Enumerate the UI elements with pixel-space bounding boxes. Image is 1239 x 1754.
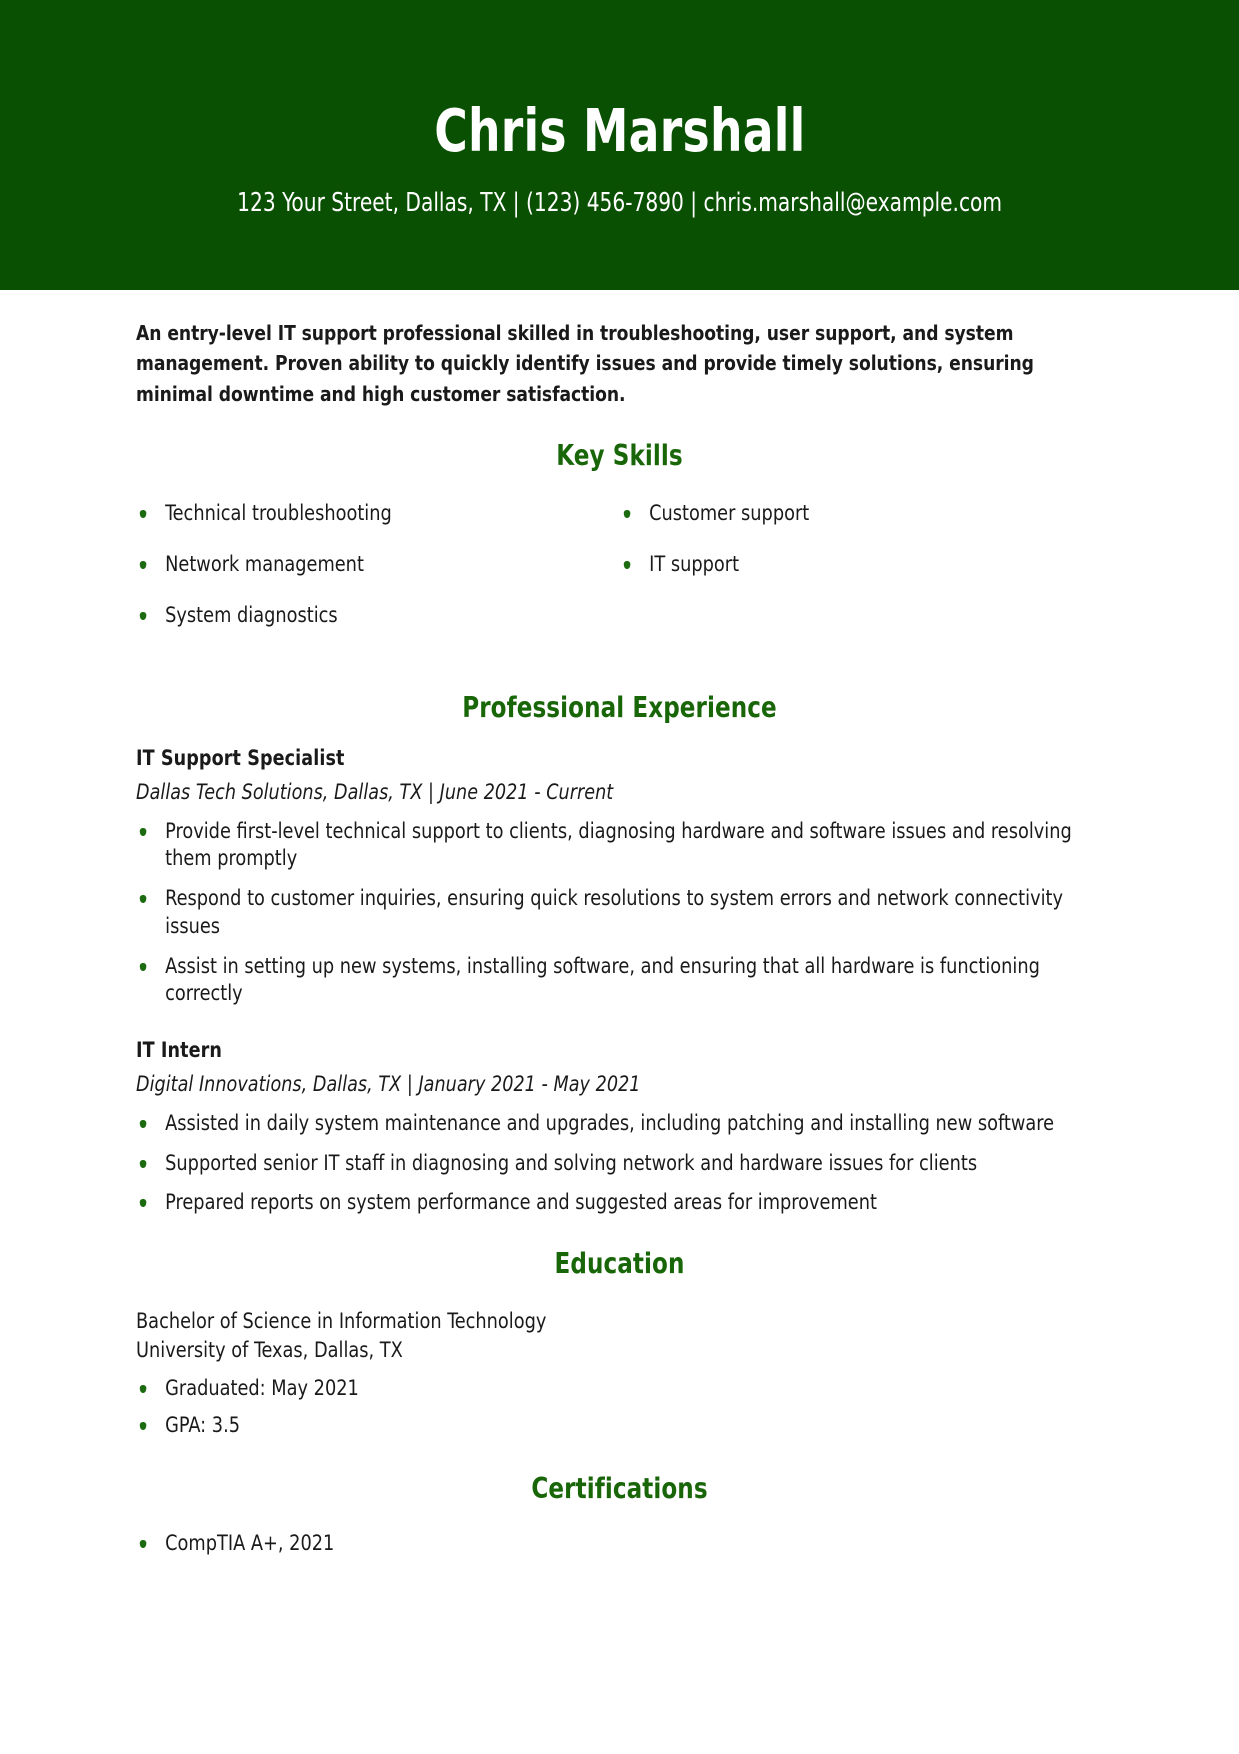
job-bullets	[136, 1110, 1103, 1217]
resume-body	[0, 318, 1239, 1558]
skill-label: System diagnostics	[165, 603, 338, 628]
professional-summary: An entry-level IT support professional skilled in troubleshooting, user support, and system management. Proven ability to quickly identify issues and provide timely solutions, ensuring minimal downtime and high customer satisfaction.	[136, 321, 1034, 406]
list-item	[136, 1110, 1103, 1138]
education-entry	[136, 1307, 1103, 1439]
key-skills-list	[136, 500, 1103, 654]
skill-label: Customer support	[648, 500, 809, 525]
resume-header	[0, 0, 1239, 290]
skill-label: Technical troubleshooting	[165, 500, 392, 525]
experience-entry	[136, 746, 1103, 1008]
degree-name: Bachelor of Science in Information Technology	[136, 1309, 547, 1334]
certifications-list	[136, 1530, 1103, 1558]
bullet-text: Provide first-level technical support to clients, diagnosing hardware and software issues and resolving them promptly	[165, 818, 1072, 871]
candidate-name: Chris Marshall	[433, 96, 806, 166]
job-title: IT Support Specialist	[136, 745, 345, 770]
job-title: IT Intern	[136, 1037, 223, 1062]
list-item	[136, 551, 620, 579]
list-item	[136, 602, 620, 630]
skill-label: Network management	[165, 552, 364, 577]
list-item	[136, 953, 1103, 1008]
list-item	[136, 818, 1103, 873]
list-item	[620, 500, 1104, 528]
contact-line: 123 Your Street, Dallas, TX | (123) 456-7890 | chris.marshall@example.com	[237, 187, 1002, 218]
list-item	[136, 500, 620, 528]
list-item	[136, 1150, 1103, 1178]
bullet-text: Assist in setting up new systems, installing software, and ensuring that all hardware is functioning correctly	[165, 953, 1040, 1006]
section-heading-education: Education	[554, 1247, 685, 1281]
bullet-text: Prepared reports on system performance and suggested areas for improvement	[165, 1190, 877, 1215]
job-bullets	[136, 818, 1103, 1008]
certification-label: CompTIA A+, 2021	[165, 1531, 335, 1556]
job-company-dates: Digital Innovations, Dallas, TX | January 2021 - May 2021	[136, 1071, 641, 1096]
list-item	[136, 1530, 1103, 1558]
job-company-dates: Dallas Tech Solutions, Dallas, TX | June 2021 - Current	[136, 779, 614, 804]
list-item	[136, 1412, 1103, 1440]
education-detail: Graduated: May 2021	[165, 1376, 359, 1401]
school-name: University of Texas, Dallas, TX	[136, 1338, 403, 1363]
section-heading-professional-experience: Professional Experience	[462, 690, 777, 724]
list-item	[136, 1375, 1103, 1403]
skill-label: IT support	[648, 552, 739, 577]
section-heading-key-skills: Key Skills	[556, 438, 683, 472]
bullet-text: Supported senior IT staff in diagnosing and solving network and hardware issues for clients	[165, 1150, 978, 1175]
bullet-text: Assisted in daily system maintenance and upgrades, including patching and installing new software	[165, 1110, 1055, 1135]
bullet-text: Respond to customer inquiries, ensuring quick resolutions to system errors and network connectivity issues	[165, 886, 1063, 938]
list-item	[136, 885, 1103, 940]
certifications-block	[136, 1530, 1103, 1558]
experience-entry	[136, 1038, 1103, 1217]
section-heading-certifications: Certifications	[531, 1472, 708, 1506]
list-item	[136, 1189, 1103, 1217]
education-detail: GPA: 3.5	[165, 1412, 241, 1437]
education-details-list	[136, 1375, 1103, 1439]
list-item	[620, 551, 1104, 579]
